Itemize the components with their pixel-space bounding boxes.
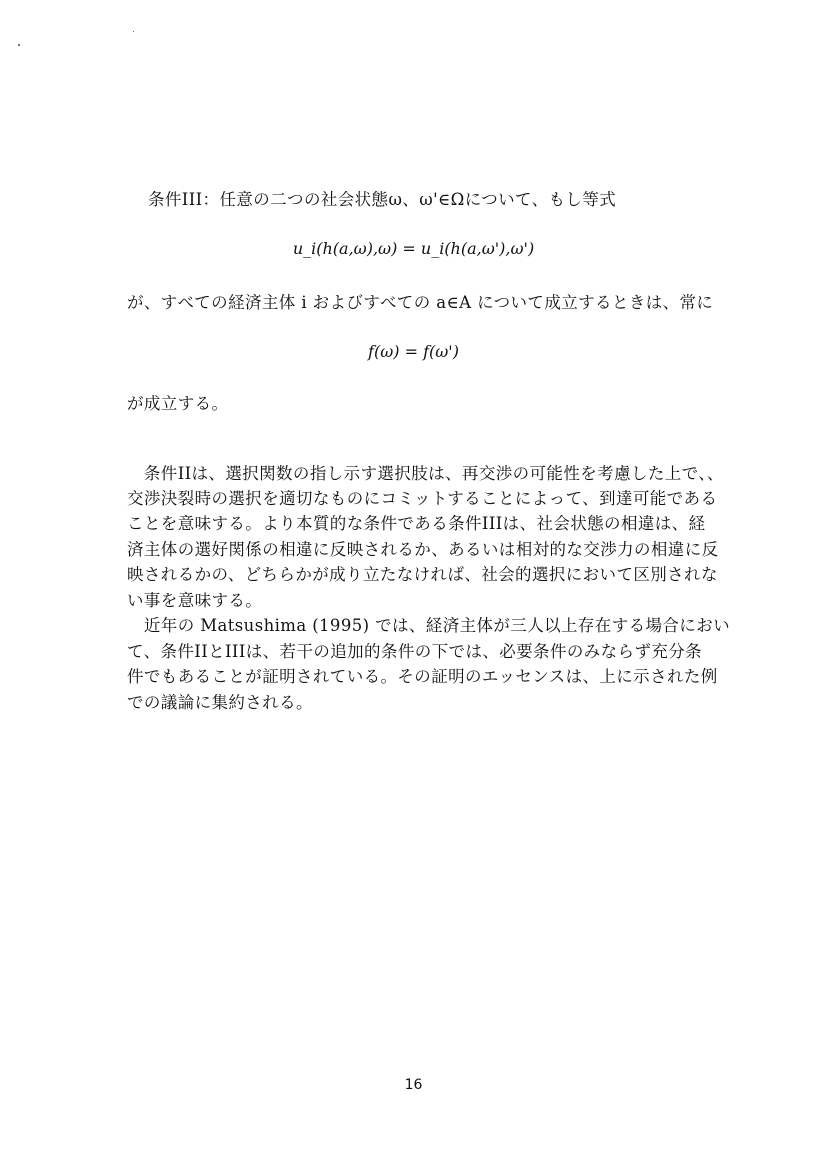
condition-intro: 条件III：任意の二つの社会状態ω、ω'∈Ωについて、もし等式 (148, 190, 617, 209)
condition-end: が成立する。 (127, 394, 229, 413)
paragraph-line: 済主体の選好関係の相違に反映されるか、あるいは相対的な交渉力の相違に反 (127, 540, 719, 559)
scan-speck (18, 44, 20, 46)
paragraph-line: ことを意味する。より本質的な条件である条件IIIは、社会状態の相違は、経 (127, 514, 706, 533)
paragraph-line: 条件IIは、選択関数の指し示す選択肢は、再交渉の可能性を考慮した上で、、 (127, 464, 724, 483)
paragraph-line: い事を意味する。 (127, 591, 263, 610)
formula-choice-text: f(ω) = f(ω') (368, 342, 459, 361)
paragraph-line: 交渉決裂時の選択を適切なものにコミットすることによって、到達可能である (127, 489, 718, 508)
formula-utility-equality (0, 239, 827, 258)
scan-speck (133, 31, 134, 32)
paragraph-line: 映されるかの、どちらかが成り立たなければ、社会的選択において区別されな (127, 565, 718, 584)
paragraph-line: て、条件IIとIIIは、若干の追加的条件の下では、必要条件のみならず充分条 (127, 642, 703, 661)
page-number: 16 (404, 1077, 423, 1093)
formula-utility-text: u_i(h(a,ω),ω) = u_i(h(a,ω'),ω') (292, 239, 535, 258)
condition-middle: が、すべての経済主体 i およびすべての a∈A について成立するときは、常に (127, 293, 714, 312)
paragraph-line: での議論に集約される。 (127, 693, 313, 712)
paragraph-line: 近年の Matsushima (1995) では、経済主体が三人以上存在する場合におい (127, 616, 731, 635)
formula-choice-equality (0, 342, 827, 361)
paragraph-line: 件でもあることが証明されている。その証明のエッセンスは、上に示された例 (127, 667, 718, 686)
